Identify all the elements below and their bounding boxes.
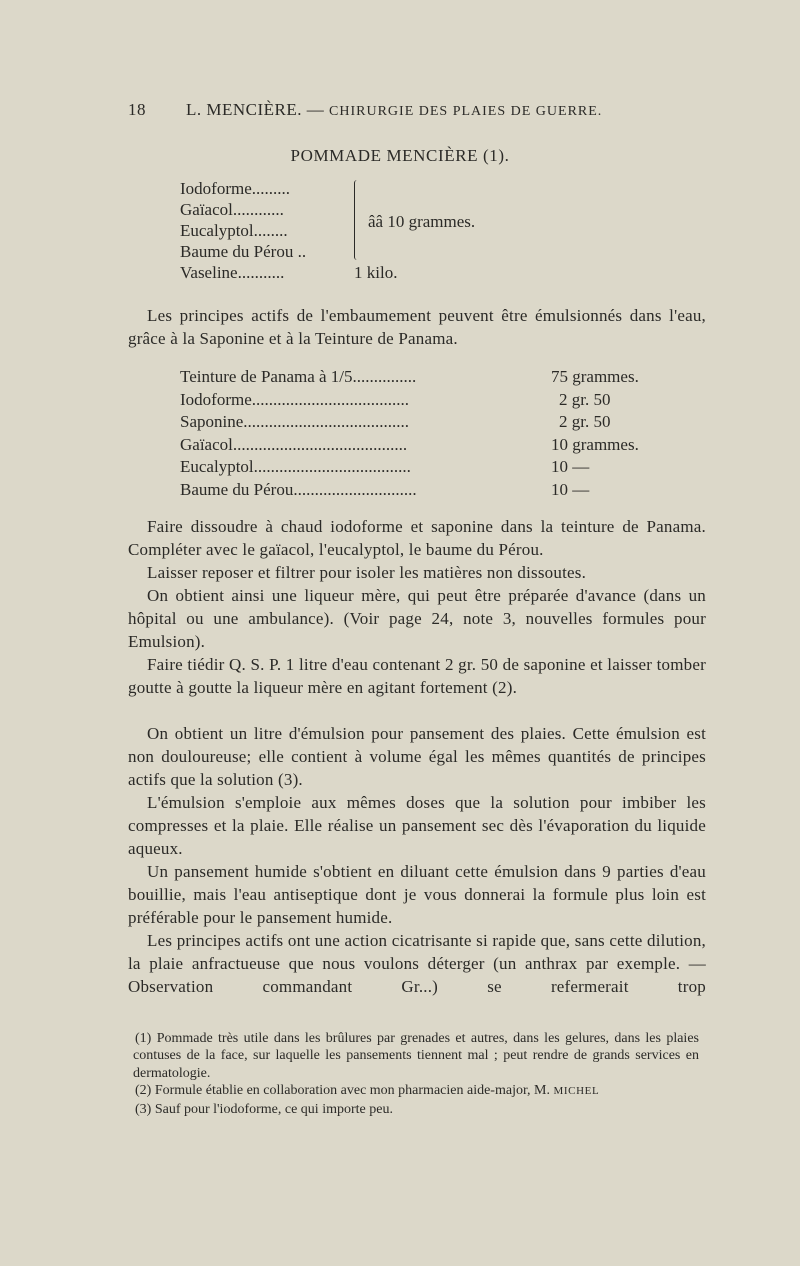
brace-mark — [354, 180, 359, 260]
page-number: 18 — [128, 100, 146, 119]
formula-dose: 75 grammes. — [551, 367, 639, 386]
formula-row — [180, 220, 397, 241]
formula-row — [180, 366, 639, 389]
intro-paragraph: Les principes actifs de l'embaumement peuvent être émulsionnés dans l'eau, grâce à la Saponine et à la Teinture de Panama. — [128, 306, 706, 348]
running-header — [128, 100, 700, 120]
formula-ingredient: Vaseline........... — [180, 263, 285, 282]
formula-ingredient: Baume du Pérou .. — [180, 242, 307, 261]
body-paragraph: On obtient un litre d'émulsion pour pansement des plaies. Cette émulsion est non douloureuse; elle contient à volume égal les mêmes quantités de principes actifs que la solution (3). — [128, 724, 706, 789]
footnote-smallcaps: MICHEL — [553, 1085, 600, 1098]
formula-row — [180, 456, 639, 479]
formula-row — [180, 241, 397, 262]
footnote-text: (2) Formule établie en collaboration avec mon pharmacien aide-major, M. — [135, 1083, 551, 1099]
formula-ingredient: Gaïacol............ — [180, 200, 284, 219]
formula-emulsion — [180, 366, 639, 502]
body-paragraph: Laisser reposer et filtrer pour isoler les matières non dissoutes. — [147, 563, 587, 582]
formula-dose: 2 gr. 50 — [559, 389, 611, 409]
formula-ingredient: Baume du Pérou............................. — [180, 479, 417, 499]
body-paragraph: Faire dissoudre à chaud iodoforme et saponine dans la teinture de Panama. Compléter avec le gaïacol, l'eucalyptol, le baume du Pérou. — [128, 517, 706, 559]
body-paragraph: Faire tiédir Q. S. P. 1 litre d'eau contenant 2 gr. 50 de saponine et laisser tomber goutte à goutte la liqueur mère en agitant fortement (2). — [128, 655, 706, 697]
formula-pommade — [180, 178, 397, 283]
formula-dose: 1 kilo. — [354, 263, 398, 282]
formula-row — [180, 389, 639, 412]
footnote — [133, 1082, 699, 1100]
formula-row — [180, 178, 397, 199]
body-paragraph: On obtient ainsi une liqueur mère, qui peut être préparée d'avance (dans un hôpital ou une ambulance). (Voir page 24, note 3, nouvelles formules pour Emulsion). — [128, 586, 706, 651]
footnotes — [133, 1030, 699, 1118]
formula-row — [180, 434, 639, 457]
formula-ingredient: Eucalyptol........ — [180, 221, 288, 240]
formula-ingredient: Teinture de Panama à 1/5............... — [180, 367, 417, 386]
formula-ingredient: Saponine....................................... — [180, 412, 410, 432]
formula-ingredient: Eucalyptol..................................... — [180, 457, 411, 477]
formula-row — [180, 262, 397, 283]
formula-ingredient: Gaïacol......................................... — [180, 434, 408, 454]
formula-dose: 10 grammes. — [551, 434, 639, 454]
formula-row — [180, 479, 639, 502]
formula-dose: 2 gr. 50 — [559, 412, 611, 432]
formula-dose: 10 — — [551, 457, 590, 477]
header-running-title: CHIRURGIE DES PLAIES DE GUERRE. — [329, 104, 603, 119]
header-author: L. MENCIÈRE. — [186, 100, 303, 119]
footnote: (1) Pommade très utile dans les brûlures par grenades et autres, dans les gelures, dans les plaies contuses de la face, sur laquelle les pansements tiennent mal ; peut rendre de grands services en dermatologie. — [133, 1031, 699, 1081]
formula-ingredient: Iodoforme......... — [180, 179, 291, 198]
header-dash: — — [306, 100, 325, 119]
brace-dose: ââ 10 grammes. — [368, 212, 476, 231]
body-paragraph: L'émulsion s'emploie aux mêmes doses que la solution pour imbiber les compresses et la plaie. Elle réalise un pansement sec dès l'évaporation du liquide aqueux. — [128, 793, 706, 858]
body-paragraph: Un pansement humide s'obtient en diluant cette émulsion dans 9 parties d'eau bouillie, mais l'eau antiseptique dont je vous donnerai la formule plus loin est préférable pour le pansement humide. — [128, 862, 706, 927]
formula-row — [180, 199, 397, 220]
footnote: (3) Sauf pour l'iodoforme, ce qui importe peu. — [135, 1101, 393, 1117]
formula-title: POMMADE MENCIÈRE (1). — [290, 146, 510, 165]
formula-dose: 10 — — [551, 479, 590, 499]
formula-row — [180, 411, 639, 434]
body-paragraph: Les principes actifs ont une action cicatrisante si rapide que, sans cette dilution, la plaie anfractueuse que nous voulons déterger (un anthrax par exemple. — Observation commandant Gr...) se refermerait trop — [128, 931, 706, 996]
formula-ingredient: Iodoforme..................................... — [180, 389, 410, 409]
